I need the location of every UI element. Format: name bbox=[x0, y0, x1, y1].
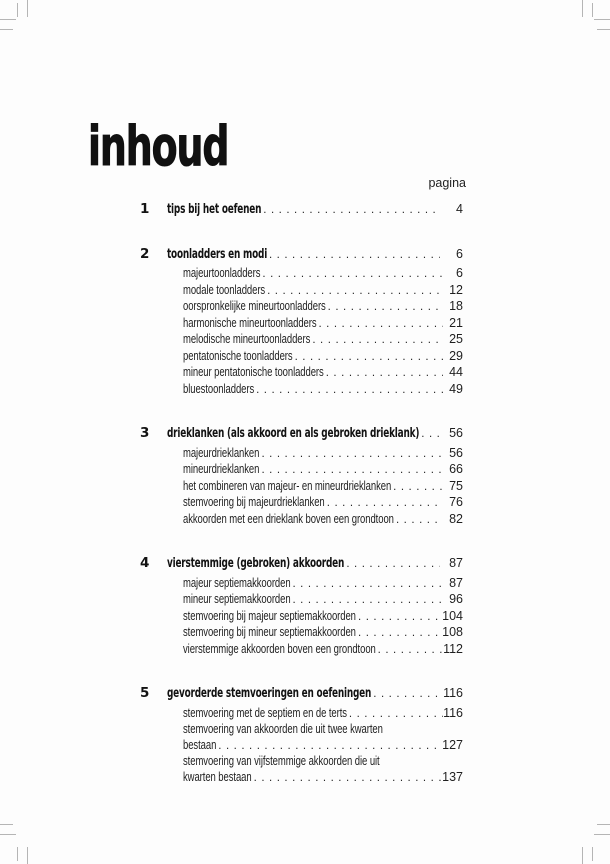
toc-item-row bbox=[183, 462, 463, 479]
toc-item-label: stemvoering bij majeurdrieklanken bbox=[183, 495, 325, 509]
toc-item-label: bluestoonladders bbox=[183, 381, 255, 396]
toc-item-label: harmonische mineurtoonladders bbox=[183, 315, 317, 330]
crop-mark bbox=[594, 834, 610, 835]
toc-items bbox=[183, 266, 463, 398]
toc-item-label: vierstemmige akkoorden boven een grondtoon bbox=[183, 641, 376, 656]
page-title: inhoud bbox=[88, 115, 229, 179]
toc-item-page-number: 137 bbox=[442, 769, 463, 784]
toc-item-row bbox=[183, 642, 463, 659]
crop-mark bbox=[582, 847, 583, 864]
toc-item-label: stemvoering van akkoorden die uit twee kwarten bbox=[183, 722, 383, 736]
toc-item-row bbox=[183, 495, 463, 512]
toc-item-label: akkoorden met een drieklank boven een grondtoon bbox=[183, 511, 394, 526]
toc-item-label: mineur septiemakkoorden bbox=[183, 592, 291, 606]
chapter-number: 5 bbox=[140, 685, 150, 701]
chapter-page-number: 56 bbox=[449, 426, 463, 440]
toc-items bbox=[183, 446, 463, 529]
toc-item-page-number: 56 bbox=[449, 445, 463, 460]
dot-leader bbox=[216, 739, 442, 755]
dot-leader bbox=[347, 707, 443, 723]
dot-leader bbox=[394, 513, 443, 529]
toc-chapter-row bbox=[140, 556, 463, 573]
toc-item-page-number: 108 bbox=[442, 625, 463, 639]
toc-item-page-number: 21 bbox=[449, 315, 463, 330]
toc-item-row bbox=[183, 479, 463, 496]
toc-item-row bbox=[183, 770, 463, 787]
toc-item-page-number: 75 bbox=[449, 478, 463, 493]
dot-leader bbox=[316, 317, 443, 333]
toc-chapter-row bbox=[140, 426, 463, 443]
toc-item-label: mineurdrieklanken bbox=[183, 462, 260, 476]
dot-leader bbox=[259, 463, 443, 479]
page-column-header: pagina bbox=[428, 176, 466, 190]
toc-chapter bbox=[140, 426, 463, 528]
toc-item-label: mineur pentatonische toonladders bbox=[183, 365, 324, 379]
toc-item-row bbox=[183, 754, 463, 770]
chapter-page-number: 4 bbox=[456, 202, 463, 216]
toc-item-row bbox=[183, 738, 463, 755]
crop-mark bbox=[27, 847, 28, 864]
chapter-page-number: 116 bbox=[443, 686, 463, 700]
toc-item-row bbox=[183, 365, 463, 382]
dot-leader bbox=[259, 447, 443, 463]
toc-item-page-number: 49 bbox=[449, 381, 463, 396]
dot-leader bbox=[325, 496, 443, 512]
toc-item-page-number: 112 bbox=[443, 641, 463, 656]
dot-leader bbox=[371, 687, 440, 703]
toc-item-label: stemvoering van vijfstemmige akkoorden die uit bbox=[183, 754, 380, 768]
toc-item-page-number: 66 bbox=[449, 462, 463, 476]
dot-leader bbox=[261, 203, 440, 219]
toc-item-label: pentatonische toonladders bbox=[183, 348, 293, 363]
chapter-title: vierstemmige (gebroken) akkoorden bbox=[167, 555, 345, 571]
crop-mark bbox=[582, 0, 583, 17]
toc-item-page-number: 25 bbox=[449, 332, 463, 346]
toc-chapter bbox=[140, 202, 463, 219]
toc-item-page-number: 104 bbox=[442, 608, 463, 623]
toc-item-label: modale toonladders bbox=[183, 282, 266, 297]
toc-chapter bbox=[140, 686, 463, 786]
dot-leader bbox=[310, 333, 443, 349]
chapter-page-number: 6 bbox=[456, 246, 463, 261]
dot-leader bbox=[356, 626, 442, 642]
toc-item-row bbox=[183, 576, 463, 593]
toc-item-row bbox=[183, 592, 463, 609]
toc-item-label: majeurtoonladders bbox=[183, 266, 261, 280]
toc-item-page-number: 82 bbox=[449, 511, 463, 526]
toc-item-label: stemvoering bij mineur septiemakkoorden bbox=[183, 625, 356, 639]
toc-item-page-number: 96 bbox=[449, 592, 463, 606]
toc-item-row bbox=[183, 266, 463, 283]
dot-leader bbox=[391, 480, 443, 496]
toc-chapter-row bbox=[140, 686, 463, 703]
crop-mark bbox=[597, 29, 610, 30]
crop-mark bbox=[594, 19, 610, 20]
chapter-number: 3 bbox=[140, 425, 150, 441]
dot-leader bbox=[344, 557, 440, 573]
crop-mark bbox=[0, 834, 16, 835]
toc-item-label: stemvoering bij majeur septiemakkoorden bbox=[183, 608, 356, 623]
toc-item-row bbox=[183, 512, 463, 529]
chapter-page-number: 87 bbox=[449, 556, 463, 570]
toc-item-row bbox=[183, 299, 463, 316]
crop-mark bbox=[17, 3, 18, 17]
crop-mark bbox=[0, 19, 16, 20]
crop-mark bbox=[592, 3, 593, 17]
chapter-number: 4 bbox=[140, 555, 150, 571]
toc-item-row bbox=[183, 283, 463, 300]
toc-item-page-number: 12 bbox=[449, 282, 463, 297]
dot-leader bbox=[324, 366, 443, 382]
dot-leader bbox=[265, 284, 443, 300]
dot-leader bbox=[254, 383, 443, 399]
toc-item-label: oorspronkelijke mineurtoonladders bbox=[183, 299, 326, 313]
toc-item-row bbox=[183, 446, 463, 463]
toc-item-page-number: 29 bbox=[449, 348, 463, 363]
crop-mark bbox=[592, 847, 593, 861]
toc-item-page-number: 116 bbox=[443, 705, 463, 720]
toc-list bbox=[140, 202, 463, 786]
toc-item-label: stemvoering met de septiem en de terts bbox=[183, 705, 347, 720]
dot-leader bbox=[326, 300, 443, 316]
toc-item-row bbox=[183, 609, 463, 626]
toc-item-row bbox=[183, 625, 463, 642]
crop-mark bbox=[27, 0, 28, 17]
toc-item-page-number: 44 bbox=[449, 365, 463, 379]
dot-leader bbox=[419, 427, 440, 443]
toc-item-label: melodische mineurtoonladders bbox=[183, 332, 311, 346]
dot-leader bbox=[260, 267, 443, 283]
toc-item-row bbox=[183, 332, 463, 349]
toc-chapter-row bbox=[140, 247, 463, 264]
dot-leader bbox=[356, 610, 442, 626]
toc-item-label: majeurdrieklanken bbox=[183, 445, 260, 460]
chapter-title: toonladders en modi bbox=[167, 245, 268, 262]
chapter-number: 2 bbox=[140, 245, 150, 262]
crop-mark bbox=[0, 29, 13, 30]
toc-item-page-number: 18 bbox=[449, 299, 463, 313]
toc-item-row bbox=[183, 316, 463, 333]
crop-mark bbox=[0, 824, 13, 825]
toc-item-row bbox=[183, 722, 463, 738]
dot-leader bbox=[267, 248, 440, 264]
dot-leader bbox=[252, 771, 443, 787]
toc-item-page-number: 87 bbox=[449, 575, 463, 590]
toc-item-page-number: 127 bbox=[442, 737, 463, 752]
toc-item-page-number: 76 bbox=[449, 495, 463, 509]
dot-leader bbox=[376, 643, 443, 659]
toc-item-label: bestaan bbox=[183, 737, 217, 752]
toc-item-row bbox=[183, 382, 463, 399]
toc-item-row bbox=[183, 706, 463, 723]
toc-chapter-row bbox=[140, 202, 463, 219]
toc-item-row bbox=[183, 349, 463, 366]
chapter-title: tips bij het oefenen bbox=[167, 201, 262, 217]
toc-item-label: majeur septiemakkoorden bbox=[183, 575, 291, 590]
toc-chapter bbox=[140, 247, 463, 399]
toc-item-page-number: 6 bbox=[456, 266, 463, 280]
dot-leader bbox=[293, 350, 443, 366]
dot-leader bbox=[290, 577, 443, 593]
toc-item-label: het combineren van majeur- en mineurdrieklanken bbox=[183, 478, 392, 493]
toc-item-label: kwarten bestaan bbox=[183, 769, 252, 784]
chapter-number: 1 bbox=[140, 201, 150, 217]
crop-mark bbox=[17, 847, 18, 861]
chapter-title: gevorderde stemvoeringen en oefeningen bbox=[167, 685, 372, 701]
chapter-title: drieklanken (als akkoord en als gebroken drieklank) bbox=[167, 425, 420, 441]
toc-items bbox=[183, 576, 463, 659]
dot-leader bbox=[290, 593, 443, 609]
crop-mark bbox=[597, 824, 610, 825]
toc-items bbox=[183, 706, 463, 787]
toc-chapter bbox=[140, 556, 463, 658]
